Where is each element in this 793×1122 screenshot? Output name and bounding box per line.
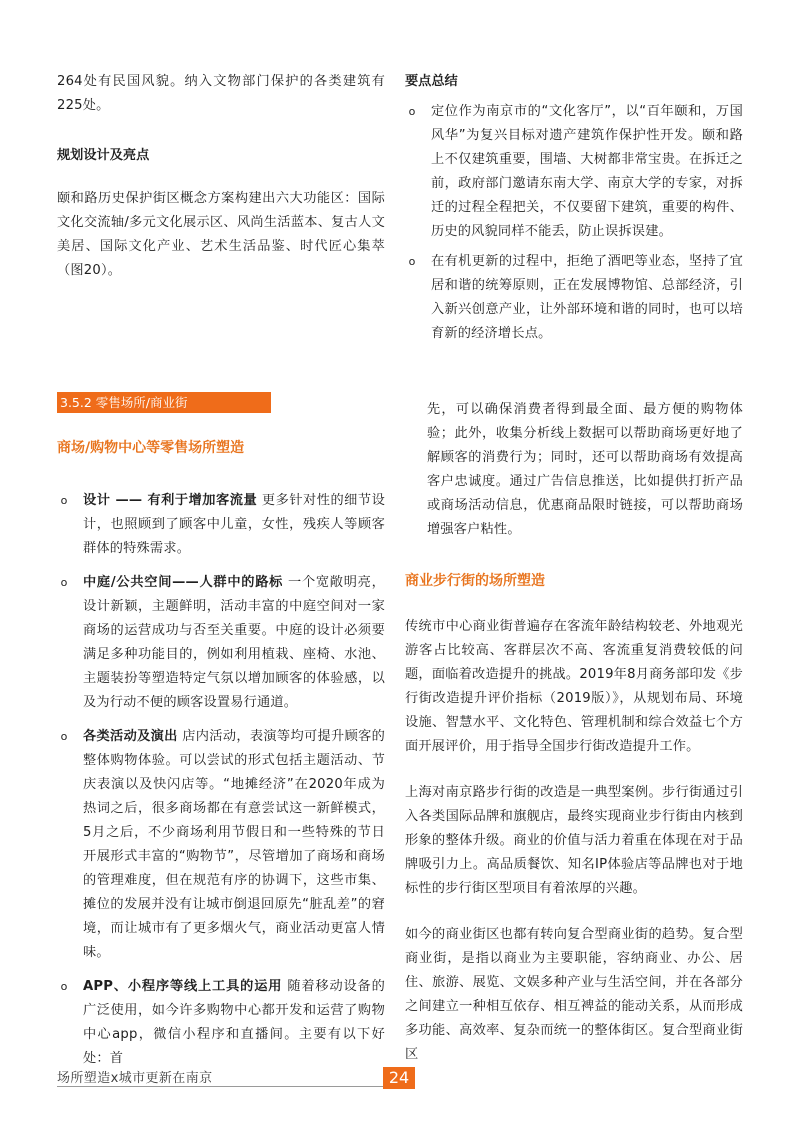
bullet-circle-icon: o [60, 730, 68, 743]
summary-bullet-text: 定位作为南京市的“文化客厅”，以“百年颐和，万国风华”为复兴目标对遗产建筑作保护性开发。颐和路上不仅建筑重要，围墙、大树都非常宝贵。在拆迁之前，政府部门邀请东南大学、南京大学的专家，对拆迁的过程全程把关，不仅要留下建筑，重要的构件、历史的风貌同样不能丢，防止误拆误建。 [431, 104, 743, 239]
summary-heading: 要点总结 [405, 74, 458, 89]
section-band: 3.5.2 零售场所/商业街 [57, 392, 271, 413]
summary-bullet [405, 100, 743, 244]
bullet-title: 设计 —— 有利于增加客流量 [83, 493, 258, 508]
bullet-circle-icon: o [60, 980, 68, 993]
plan-paragraph: 颐和路历史保护街区概念方案构建出六大功能区：国际文化交流轴/多元文化展示区、风尚生活蓝本、复古人文美居、国际文化产业、艺术生活品鉴、时代匠心集萃（图20）。 [57, 191, 385, 278]
bullet-text: 随着移动设备的广泛使用，如今许多购物中心都开发和运营了购物中心app，微信小程序和直播间。主要有以下好处：首 [83, 979, 385, 1066]
mall-bullet-online [57, 975, 385, 1071]
bullet-title: 中庭/公共空间——人群中的路标 [83, 575, 284, 590]
bullet-text: 更多针对性的细节设计，也照顾到了顾客中儿童，女性，残疾人等顾客群体的特殊需求。 [83, 493, 385, 556]
summary-bullet-text: 在有机更新的过程中，拒绝了酒吧等业态，坚持了宜居和谐的统筹原则，正在发展博物馆、总部经济，引入新兴创意产业，让外部环境和谐的同时，也可以培育新的经济增长点。 [431, 254, 743, 341]
mall-heading: 商场/购物中心等零售场所塑造 [57, 440, 245, 456]
left-column [57, 70, 385, 1071]
mall-bullet-events [57, 725, 385, 965]
right-column [405, 70, 743, 1067]
page-number: 24 [383, 1067, 415, 1089]
mall-bullet-design [57, 489, 385, 561]
street-paragraph-1: 传统市中心商业街普遍存在客流年龄结构较老、外地观光游客占比较高、客群层次不高、客流重复消费较低的问题，面临着改造提升的挑战。2019年8月商务部印发《步行街改造提升评价指标（2019版）》，从规划布局、环境设施、智慧水平、文化特色、管理机制和综合效益七个方面开展评价，用于指导全国步行街改造提升工作。 [405, 619, 743, 754]
footer-divider [57, 1086, 383, 1087]
bullet-title: 各类活动及演出 [83, 729, 178, 744]
continued-paragraph: 先，可以确保消费者得到最全面、最方便的购物体验；此外，收集分析线上数据可以帮助商场更好地了解顾客的消费行为；同时，还可以帮助商场有效提高客户忠诚度。通过广告信息推送，比如提供打折产品或商场活动信息，优惠商品限时链接，可以帮助商场增强客户粘性。 [427, 402, 743, 537]
bullet-title: APP、小程序等线上工具的运用 [83, 979, 283, 994]
bullet-circle-icon: o [60, 576, 68, 589]
summary-bullet [405, 250, 743, 346]
bullet-circle-icon: o [60, 494, 68, 507]
plan-heading: 规划设计及亮点 [57, 148, 150, 163]
bullet-text: 一个宽敞明亮，设计新颖，主题鲜明，活动丰富的中庭空间对一家商场的运营成功与否至关重要。中庭的设计必须要满足多种功能目的，例如利用植栽、座椅、水池、主题装扮等塑造特定气氛以增加顾客的体验感，以及为行动不便的顾客设置易行通道。 [83, 575, 385, 710]
street-paragraph-2: 上海对南京路步行街的改造是一典型案例。步行街通过引入各类国际品牌和旗舰店，最终实现商业步行街由内核到形象的整体升级。商业的价值与活力着重在体现在对于品牌吸引力上。高品质餐饮、知名IP体验店等品牌也对于地标性的步行街区型项目有着浓厚的兴趣。 [405, 785, 743, 896]
street-paragraph-3: 如今的商业街区也都有转向复合型商业街的趋势。复合型商业街，是指以商业为主要职能，容纳商业、办公、居住、旅游、展览、文娱多种产业与生活空间，并在各部分之间建立一种相互依存、相互裨益的能动关系，从而形成多功能、高效率、复杂而统一的整体街区。复合型商业街区 [405, 927, 743, 1062]
bullet-circle-icon: o [408, 255, 416, 268]
intro-paragraph: 264处有民国风貌。纳入文物部门保护的各类建筑有225处。 [57, 74, 385, 113]
mall-bullet-list [57, 489, 385, 1071]
summary-bullet-list [405, 100, 743, 346]
footer-title: 场所塑造x城市更新在南京 [57, 1071, 213, 1086]
bullet-circle-icon: o [408, 105, 416, 118]
bullet-text: 店内活动，表演等均可提升顾客的整体购物体验。可以尝试的形式包括主题活动、节庆表演以及快闪店等。“地摊经济”在2020年成为热词之后，很多商场都在有意尝试这一新鲜模式，5月之后，不少商场利用节假日和一些特殊的节日开展形式丰富的“购物节”，尽管增加了商场和商场的管理难度，但在规范有序的协调下，这些市集、摊位的发展并没有让城市倒退回原先“脏乱差”的窘境，而让城市有了更多烟火气，商业活动更富人情味。 [83, 729, 386, 960]
mall-bullet-atrium [57, 571, 385, 715]
street-heading: 商业步行街的场所塑造 [405, 573, 545, 589]
